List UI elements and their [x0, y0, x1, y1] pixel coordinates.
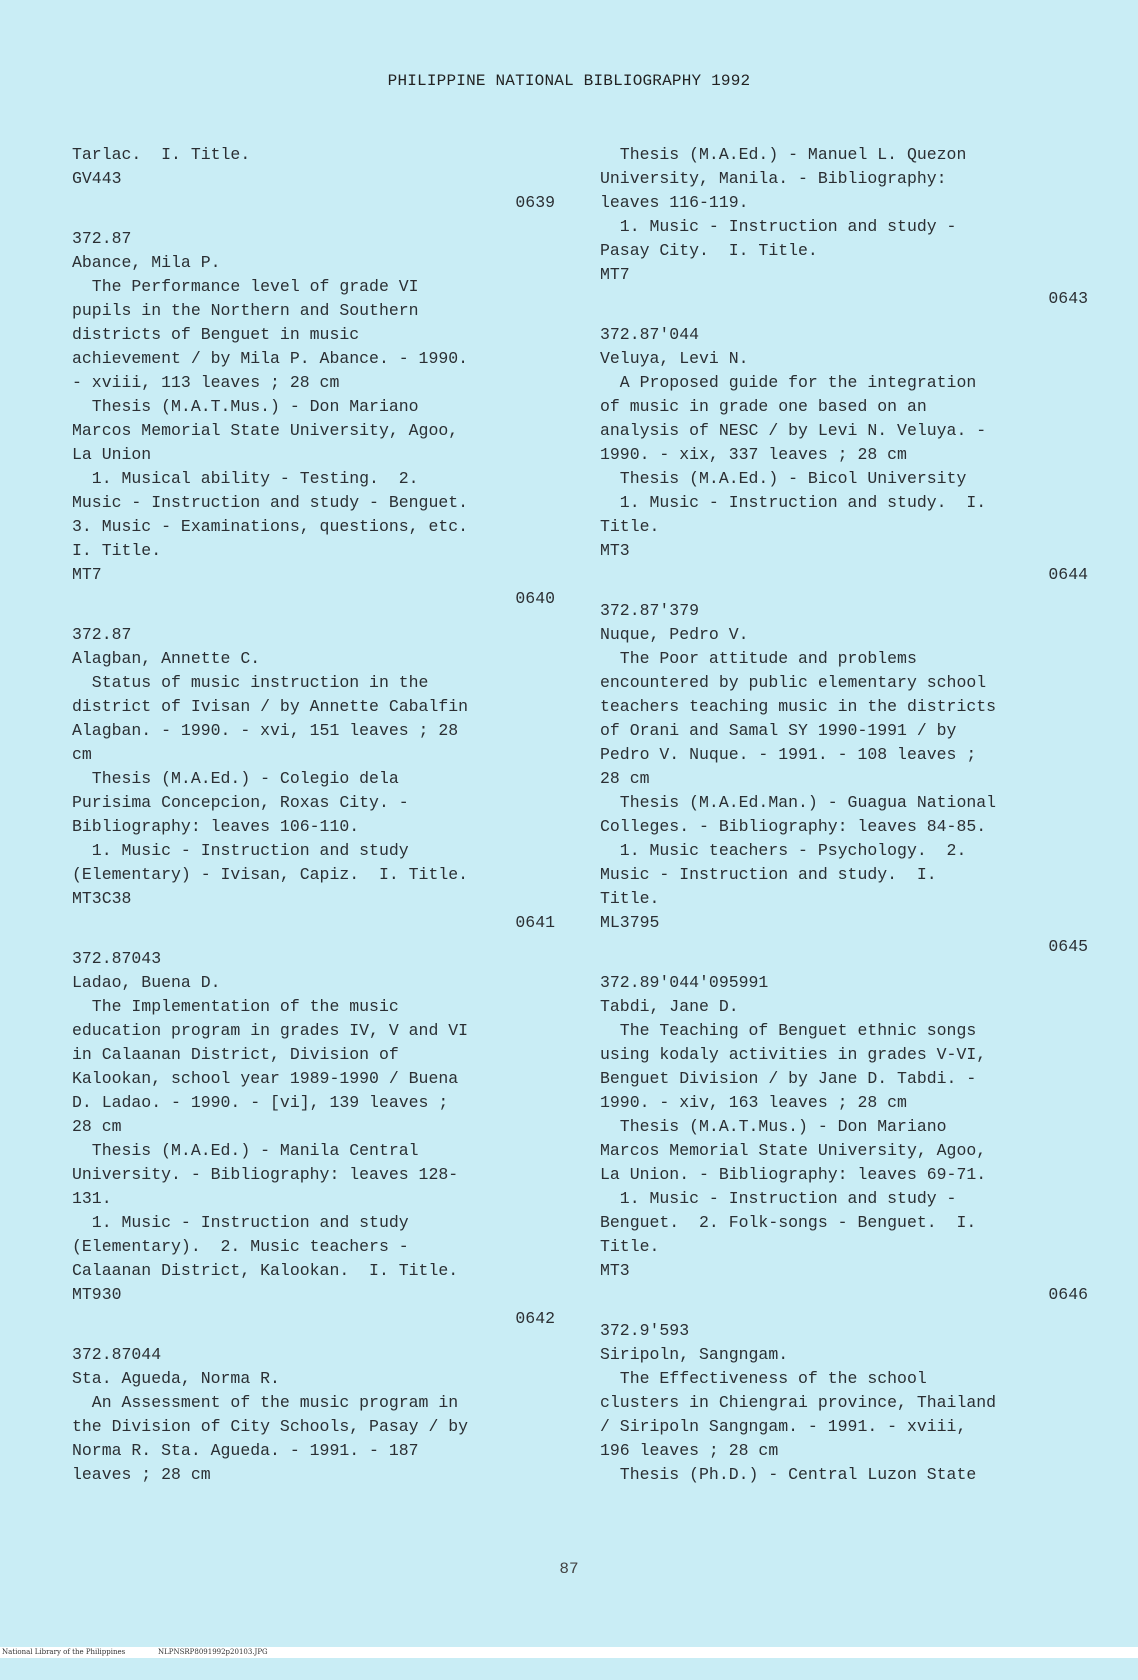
entry-line: of Orani and Samal SY 1990-1991 / by	[600, 721, 957, 740]
entry-line: Alagban. - 1990. - xvi, 151 leaves ; 28	[72, 721, 459, 740]
author: Siripoln, Sangngam.	[600, 1345, 789, 1364]
entry-line: achievement / by Mila P. Abance. - 1990.	[72, 349, 469, 368]
scan-footer	[0, 1647, 1138, 1658]
entry-line: Status of music instruction in the	[72, 673, 429, 692]
entry-line: in Calaanan District, Division of	[72, 1045, 399, 1064]
entry-line: Tarlac. I. Title.	[72, 145, 251, 164]
entry-line: Thesis (M.A.Ed.Man.) - Guagua National	[600, 793, 997, 812]
entry-line: Benguet. 2. Folk-songs - Benguet. I.	[600, 1213, 977, 1232]
author: Alagban, Annette C.	[72, 649, 261, 668]
entry-line: (Elementary). 2. Music teachers -	[72, 1237, 409, 1256]
entry-number: 0642	[515, 1309, 555, 1328]
entry-line: - xviii, 113 leaves ; 28 cm	[72, 373, 340, 392]
call-number: ML3795	[600, 913, 660, 932]
entry-line: The Implementation of the music	[72, 997, 399, 1016]
entry-line: districts of Benguet in music	[72, 325, 360, 344]
author: Nuque, Pedro V.	[600, 625, 749, 644]
entry-line: The Teaching of Benguet ethnic songs	[600, 1021, 977, 1040]
call-number: MT7	[72, 565, 102, 584]
entry-line: (Elementary) - Ivisan, Capiz. I. Title.	[72, 865, 469, 884]
classification-number: 372.89'044'095991	[600, 973, 769, 992]
entry-line: 1. Music - Instruction and study -	[600, 1189, 957, 1208]
author: Tabdi, Jane D.	[600, 997, 739, 1016]
classification-number: 372.87	[72, 625, 132, 644]
entry-line: 1990. - xiv, 163 leaves ; 28 cm	[600, 1093, 907, 1112]
entry-number: 0641	[515, 913, 555, 932]
classification-number: 372.87	[72, 229, 132, 248]
entry-line: La Union	[72, 445, 152, 464]
entry-number: 0639	[515, 193, 555, 212]
entry-line: An Assessment of the music program in	[72, 1393, 459, 1412]
classification-number: 372.87'379	[600, 601, 700, 620]
classification-number: 372.87'044	[600, 325, 700, 344]
page-number: 87	[559, 1560, 579, 1578]
entry-line: University, Manila. - Bibliography:	[600, 169, 947, 188]
right-column	[600, 143, 1088, 1487]
classification-number: 372.87044	[72, 1345, 162, 1364]
entry-line: Thesis (M.A.Ed.) - Bicol University	[600, 469, 967, 488]
entry-line: 131.	[72, 1189, 112, 1208]
entry-line: A Proposed guide for the integration	[600, 373, 977, 392]
entry-line: analysis of NESC / by Levi N. Veluya. -	[600, 421, 987, 440]
entry-line: district of Ivisan / by Annette Cabalfin	[72, 697, 469, 716]
entry-line: Thesis (Ph.D.) - Central Luzon State	[600, 1465, 977, 1484]
entry-line: University. - Bibliography: leaves 128-	[72, 1165, 459, 1184]
call-number: MT7	[600, 265, 630, 284]
entry-line: Kalookan, school year 1989-1990 / Buena	[72, 1069, 459, 1088]
entry-line: Calaanan District, Kalookan. I. Title.	[72, 1261, 459, 1280]
entry-line: Thesis (M.A.Ed.) - Manuel L. Quezon	[600, 145, 967, 164]
entry-line: Pedro V. Nuque. - 1991. - 108 leaves ;	[600, 745, 977, 764]
entry-line: 1. Music - Instruction and study -	[600, 217, 957, 236]
entry-number: 0640	[515, 589, 555, 608]
entry-line: 1. Music teachers - Psychology. 2.	[600, 841, 967, 860]
page-header: PHILIPPINE NATIONAL BIBLIOGRAPHY 1992	[387, 72, 751, 90]
author: Veluya, Levi N.	[600, 349, 749, 368]
entry-number: 0645	[1048, 937, 1088, 956]
entry-line: 1990. - xix, 337 leaves ; 28 cm	[600, 445, 907, 464]
entry-line: using kodaly activities in grades V-VI,	[600, 1045, 987, 1064]
call-number: MT3C38	[72, 889, 132, 908]
entry-number: 0643	[1048, 289, 1088, 308]
entry-line: Marcos Memorial State University, Agoo,	[600, 1141, 987, 1160]
entry-line: Title.	[600, 889, 660, 908]
entry-line: of music in grade one based on an	[600, 397, 927, 416]
author: Abance, Mila P.	[72, 253, 221, 272]
entry-line: the Division of City Schools, Pasay / by	[72, 1417, 469, 1436]
left-column	[72, 143, 555, 1487]
entry-line: Title.	[600, 517, 660, 536]
entry-line: La Union. - Bibliography: leaves 69-71.	[600, 1165, 987, 1184]
call-number: MT930	[72, 1285, 122, 1304]
entry-line: cm	[72, 745, 92, 764]
entry-line: Pasay City. I. Title.	[600, 241, 818, 260]
call-number: MT3	[600, 1261, 630, 1280]
entry-line: Purisima Concepcion, Roxas City. -	[72, 793, 409, 812]
entry-line: Title.	[600, 1237, 660, 1256]
classification-number: 372.87043	[72, 949, 162, 968]
entry-line: Music - Instruction and study - Benguet.	[72, 493, 469, 512]
author: Sta. Agueda, Norma R.	[72, 1369, 280, 1388]
footer-library: National Library of the Philippines	[2, 1648, 126, 1656]
entry-line: Norma R. Sta. Agueda. - 1991. - 187	[72, 1441, 419, 1460]
entry-line: Bibliography: leaves 106-110.	[72, 817, 360, 836]
entry-line: 1. Music - Instruction and study	[72, 841, 409, 860]
entry-line: teachers teaching music in the districts	[600, 697, 997, 716]
entry-line: I. Title.	[72, 541, 162, 560]
entry-line: Thesis (M.A.Ed.) - Colegio dela	[72, 769, 399, 788]
entry-line: Thesis (M.A.Ed.) - Manila Central	[72, 1141, 419, 1160]
entry-line: education program in grades IV, V and VI	[72, 1021, 469, 1040]
footer-filename: NLPNSRP8091992p20103.JPG	[158, 1648, 268, 1656]
entry-line: 1. Musical ability - Testing. 2.	[72, 469, 419, 488]
call-number: GV443	[72, 169, 122, 188]
entry-line: The Effectiveness of the school	[600, 1369, 927, 1388]
entry-line: 196 leaves ; 28 cm	[600, 1441, 779, 1460]
entry-line: Music - Instruction and study. I.	[600, 865, 937, 884]
entry-line: 3. Music - Examinations, questions, etc.	[72, 517, 469, 536]
entry-line: leaves 116-119.	[600, 193, 749, 212]
entry-number: 0646	[1048, 1285, 1088, 1304]
classification-number: 372.9'593	[600, 1321, 690, 1340]
entry-line: Marcos Memorial State University, Agoo,	[72, 421, 459, 440]
entry-line: encountered by public elementary school	[600, 673, 987, 692]
entry-line: Benguet Division / by Jane D. Tabdi. -	[600, 1069, 977, 1088]
entry-line: 28 cm	[72, 1117, 122, 1136]
entry-line: pupils in the Northern and Southern	[72, 301, 419, 320]
entry-line: clusters in Chiengrai province, Thailand	[600, 1393, 997, 1412]
entry-line: / Siripoln Sangngam. - 1991. - xviii,	[600, 1417, 967, 1436]
call-number: MT3	[600, 541, 630, 560]
entry-line: Colleges. - Bibliography: leaves 84-85.	[600, 817, 987, 836]
entry-line: Thesis (M.A.T.Mus.) - Don Mariano	[72, 397, 419, 416]
entry-line: The Poor attitude and problems	[600, 649, 917, 668]
entry-number: 0644	[1048, 565, 1088, 584]
entry-line: Thesis (M.A.T.Mus.) - Don Mariano	[600, 1117, 947, 1136]
entry-line: 1. Music - Instruction and study. I.	[600, 493, 987, 512]
entry-line: 28 cm	[600, 769, 650, 788]
entry-line: 1. Music - Instruction and study	[72, 1213, 409, 1232]
entry-line: D. Ladao. - 1990. - [vi], 139 leaves ;	[72, 1093, 449, 1112]
entry-line: leaves ; 28 cm	[72, 1465, 211, 1484]
entry-line: The Performance level of grade VI	[72, 277, 419, 296]
author: Ladao, Buena D.	[72, 973, 221, 992]
